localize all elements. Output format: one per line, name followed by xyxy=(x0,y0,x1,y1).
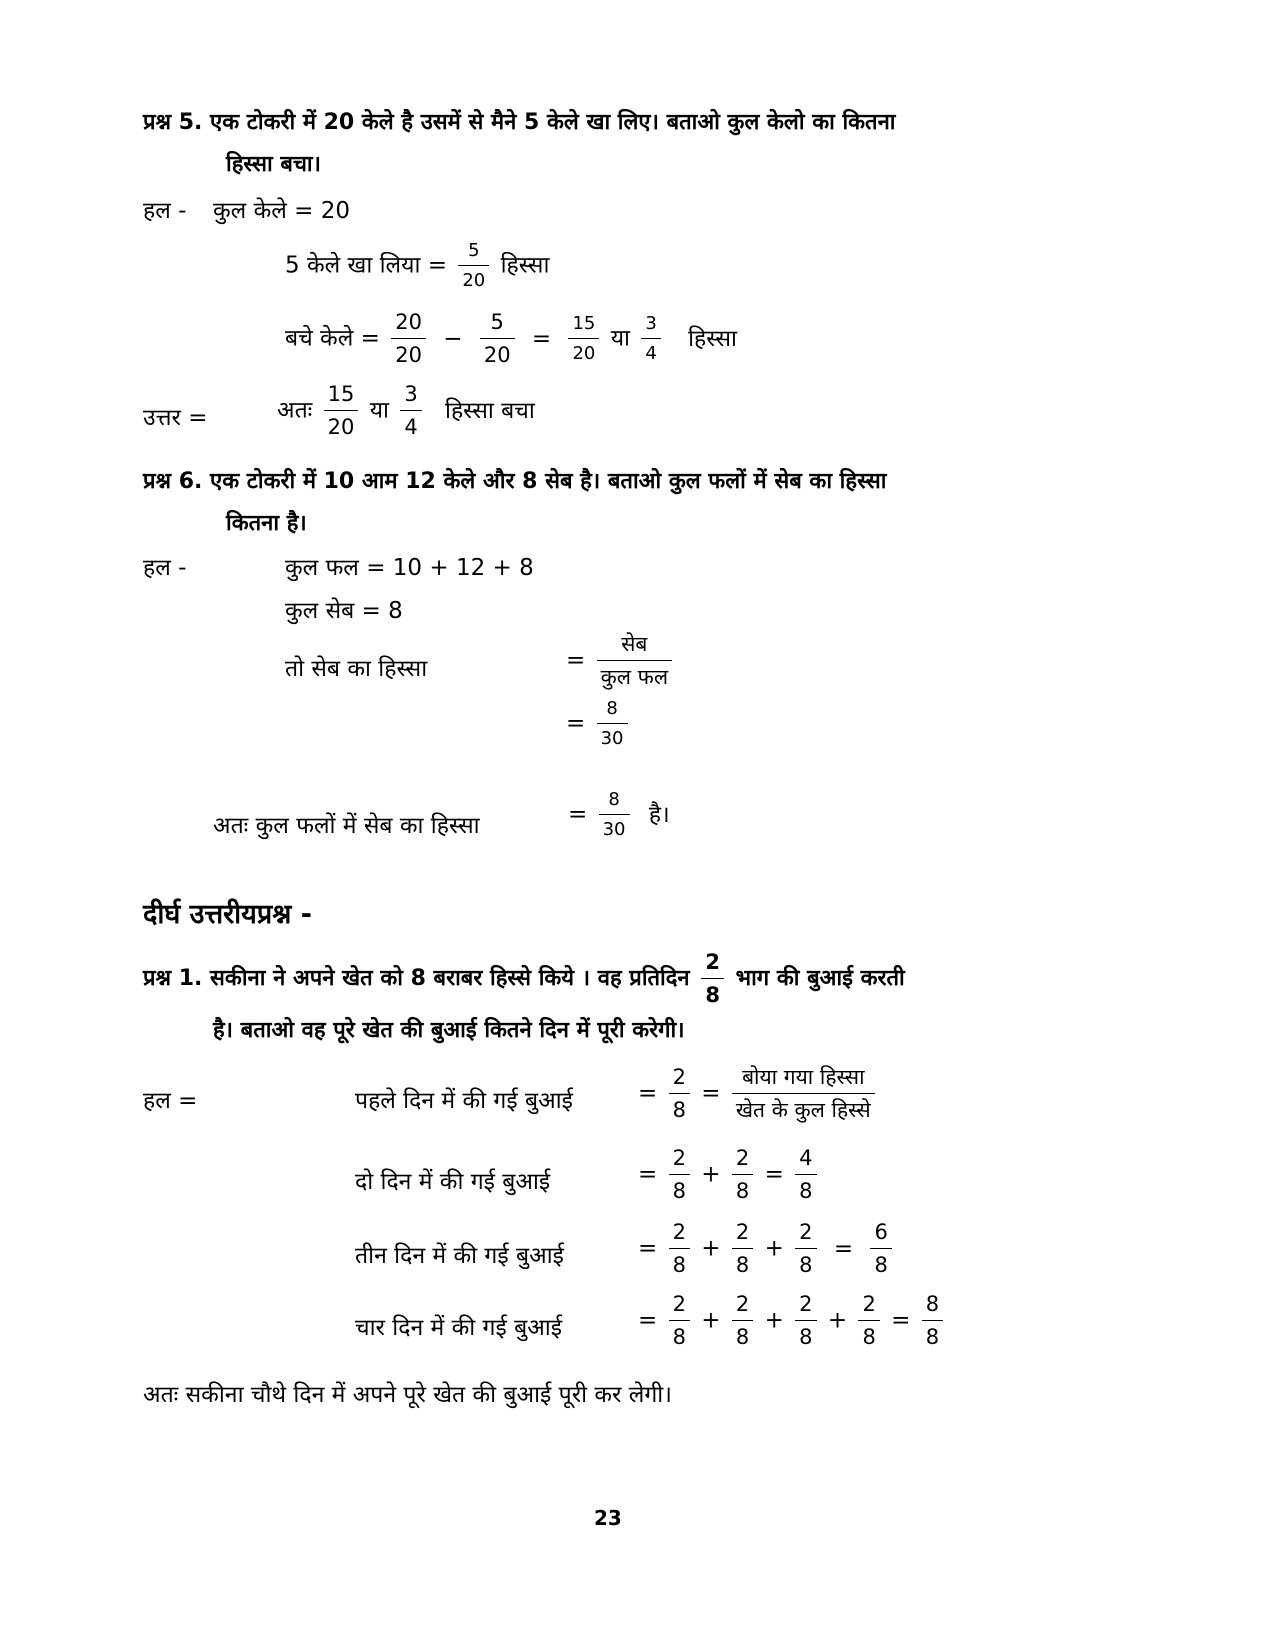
lq1-line2: है। बताओ वह पूरे खेत की बुआई कितने दिन में पूरी करेगी। xyxy=(213,1018,685,1043)
lq1-question-fraction xyxy=(701,952,724,1006)
numerator: 8 xyxy=(608,789,620,810)
q5-frac-a xyxy=(391,312,426,366)
denominator: 8 xyxy=(669,1320,690,1348)
q5-line2: हिस्सा बचा। xyxy=(226,152,321,177)
lq1-row1-math xyxy=(638,1067,879,1121)
lq1-row3-label: तीन दिन में की गई बुआई xyxy=(355,1243,564,1269)
numerator: 2 xyxy=(799,1220,813,1244)
denominator: 8 xyxy=(795,1320,816,1348)
numerator: 2 xyxy=(672,1065,686,1089)
numerator: 3 xyxy=(645,313,657,334)
denominator: 20 xyxy=(480,338,515,366)
denominator: 30 xyxy=(599,814,630,839)
denominator: 30 xyxy=(597,723,628,748)
fraction xyxy=(669,1294,690,1348)
lq1-line1 xyxy=(143,952,905,1006)
lq1-row4-math xyxy=(638,1294,947,1348)
q5-line1: प्रश्न 5. एक टोकरी में 20 केले है उसमें से मैने 5 केले खा लिए। बताओ कुल केलो का कितना xyxy=(143,110,896,135)
denominator: 4 xyxy=(400,410,421,438)
denominator: 20 xyxy=(391,338,426,366)
denominator: 8 xyxy=(858,1320,879,1348)
numerator: 8 xyxy=(925,1292,940,1316)
q6-share-value-row xyxy=(566,700,632,748)
fraction xyxy=(669,1222,690,1276)
numerator: 2 xyxy=(705,950,720,974)
q6-conclusion-fraction xyxy=(599,791,630,839)
fraction xyxy=(732,1294,753,1348)
fraction xyxy=(870,1222,891,1276)
equals-sign: = xyxy=(638,1080,658,1107)
ya-text: या xyxy=(610,325,631,352)
lq1-row3-math xyxy=(638,1222,896,1276)
q5-eaten-label: 5 केले खा लिया = xyxy=(285,252,448,279)
equals-sign: = xyxy=(566,647,586,674)
q5-frac-e xyxy=(641,315,660,363)
denominator: 8 xyxy=(922,1320,943,1348)
q5-part-text: हिस्सा xyxy=(500,252,550,279)
numerator: 6 xyxy=(874,1220,888,1244)
denominator: 8 xyxy=(732,1320,753,1348)
denominator: 8 xyxy=(732,1248,753,1276)
numerator: 15 xyxy=(327,382,355,406)
denominator: 8 xyxy=(669,1174,690,1202)
section-heading: दीर्घ उत्तरीयप्रश्न - xyxy=(143,899,312,930)
numerator: 2 xyxy=(672,1146,686,1170)
fraction xyxy=(795,1294,816,1348)
q6-frac-value xyxy=(597,700,628,748)
q5-left-label: बचे केले = xyxy=(285,325,380,352)
equals-sign: = xyxy=(566,710,586,737)
equals-sign: = xyxy=(638,1307,658,1334)
denominator: 4 xyxy=(641,338,660,363)
equals-sign: = xyxy=(701,1080,721,1107)
q6-conclusion-row xyxy=(568,791,670,839)
lq1-line1-a: प्रश्न 1. सकीना ने अपने खेत को 8 बराबर हिस्से किये । वह प्रतिदिन xyxy=(143,966,690,991)
numerator: 5 xyxy=(490,310,504,334)
q5-eaten-row xyxy=(285,242,549,290)
q6-line1: प्रश्न 6. एक टोकरी में 10 आम 12 केले और 8 सेब है। बताओ कुल फलों में सेब का हिस्सा xyxy=(143,469,887,494)
fraction xyxy=(732,1148,753,1202)
q6-hal-label: हल - xyxy=(143,555,187,581)
q5-answer-frac-2 xyxy=(400,384,421,438)
numerator: 15 xyxy=(572,313,596,334)
denominator: 8 xyxy=(795,1174,816,1202)
numerator: 2 xyxy=(735,1220,750,1244)
equals-sign: = xyxy=(568,801,588,828)
q5-part-text: हिस्सा xyxy=(688,325,737,352)
denominator: खेत के कुल हिस्से xyxy=(732,1093,875,1121)
lq1-row2-math xyxy=(638,1148,821,1202)
minus-sign: − xyxy=(443,325,463,352)
denominator: 8 xyxy=(669,1093,690,1121)
plus-sign: + xyxy=(764,1235,784,1262)
q5-answer-prefix: अतः xyxy=(277,397,313,424)
plus-sign: + xyxy=(764,1307,784,1334)
fraction xyxy=(669,1067,690,1121)
lq1-conclusion: अतः सकीना चौथे दिन में अपने पूरे खेत की बुआई पूरी कर लेगी। xyxy=(143,1382,672,1408)
fraction xyxy=(669,1148,690,1202)
equals-sign: = xyxy=(764,1161,784,1188)
q5-answer-row xyxy=(277,384,535,438)
numerator: 2 xyxy=(735,1292,750,1316)
q5-eaten-fraction xyxy=(458,242,489,290)
numerator: 20 xyxy=(395,310,422,334)
q6-share-label: तो सेब का हिस्सा xyxy=(285,656,428,682)
lq1-hal-label: हल = xyxy=(143,1088,198,1114)
fraction xyxy=(795,1148,816,1202)
q5-left-row xyxy=(285,312,737,366)
numerator: 2 xyxy=(672,1220,686,1244)
equals-sign: = xyxy=(891,1307,911,1334)
equals-sign: = xyxy=(638,1161,658,1188)
sown-fraction xyxy=(732,1067,875,1121)
ya-text: या xyxy=(369,397,389,424)
numerator: 5 xyxy=(468,240,480,261)
denominator: 8 xyxy=(701,978,724,1006)
page-number: 23 xyxy=(594,1506,622,1530)
denominator: 20 xyxy=(568,338,599,363)
denominator: 8 xyxy=(870,1248,891,1276)
q6-total: कुल फल = 10 + 12 + 8 xyxy=(285,555,534,581)
lq1-row2-label: दो दिन में की गई बुआई xyxy=(355,1169,551,1195)
denominator: 20 xyxy=(458,265,489,290)
fraction xyxy=(732,1222,753,1276)
q5-answer-label: उत्तर = xyxy=(143,405,208,431)
plus-sign: + xyxy=(701,1161,721,1188)
numerator: 8 xyxy=(606,698,618,719)
denominator: 8 xyxy=(669,1248,690,1276)
numerator: बोया गया हिस्सा xyxy=(742,1065,865,1089)
numerator: 2 xyxy=(862,1292,876,1316)
q6-share-fraction-row xyxy=(566,634,676,688)
denominator: 20 xyxy=(324,410,359,438)
fraction xyxy=(922,1294,943,1348)
plus-sign: + xyxy=(827,1307,848,1334)
q5-frac-c xyxy=(568,315,599,363)
numerator: 2 xyxy=(735,1146,750,1170)
numerator: 2 xyxy=(799,1292,813,1316)
plus-sign: + xyxy=(701,1235,721,1262)
numerator: सेब xyxy=(621,632,648,656)
fraction xyxy=(795,1222,816,1276)
q5-answer-suffix: हिस्सा बचा xyxy=(445,397,535,424)
equals-sign: = xyxy=(638,1235,658,1262)
equals-sign: = xyxy=(531,325,552,352)
numerator: 3 xyxy=(404,382,418,406)
plus-sign: + xyxy=(701,1307,721,1334)
numerator: 4 xyxy=(799,1146,813,1170)
q6-line2: कितना है। xyxy=(226,511,307,536)
lq1-row4-label: चार दिन में की गई बुआई xyxy=(355,1315,563,1341)
q6-apples: कुल सेब = 8 xyxy=(285,598,403,624)
denominator: 8 xyxy=(795,1248,816,1276)
lq1-line1-b: भाग की बुआई करती xyxy=(735,966,905,991)
lq1-row1-label: पहले दिन में की गई बुआई xyxy=(355,1088,573,1114)
q6-frac-words xyxy=(597,634,672,688)
denominator: कुल फल xyxy=(597,660,672,688)
q5-frac-b xyxy=(480,312,515,366)
equals-sign: = xyxy=(833,1235,854,1262)
q6-conclusion-suffix: है। xyxy=(648,801,670,828)
denominator: 8 xyxy=(732,1174,753,1202)
q5-answer-frac-1 xyxy=(324,384,359,438)
q5-hal-label: हल - xyxy=(143,198,187,224)
fraction xyxy=(858,1294,879,1348)
numerator: 2 xyxy=(672,1292,686,1316)
q5-total: कुल केले = 20 xyxy=(213,198,350,224)
q6-conclusion-label: अतः कुल फलों में सेब का हिस्सा xyxy=(213,813,480,839)
